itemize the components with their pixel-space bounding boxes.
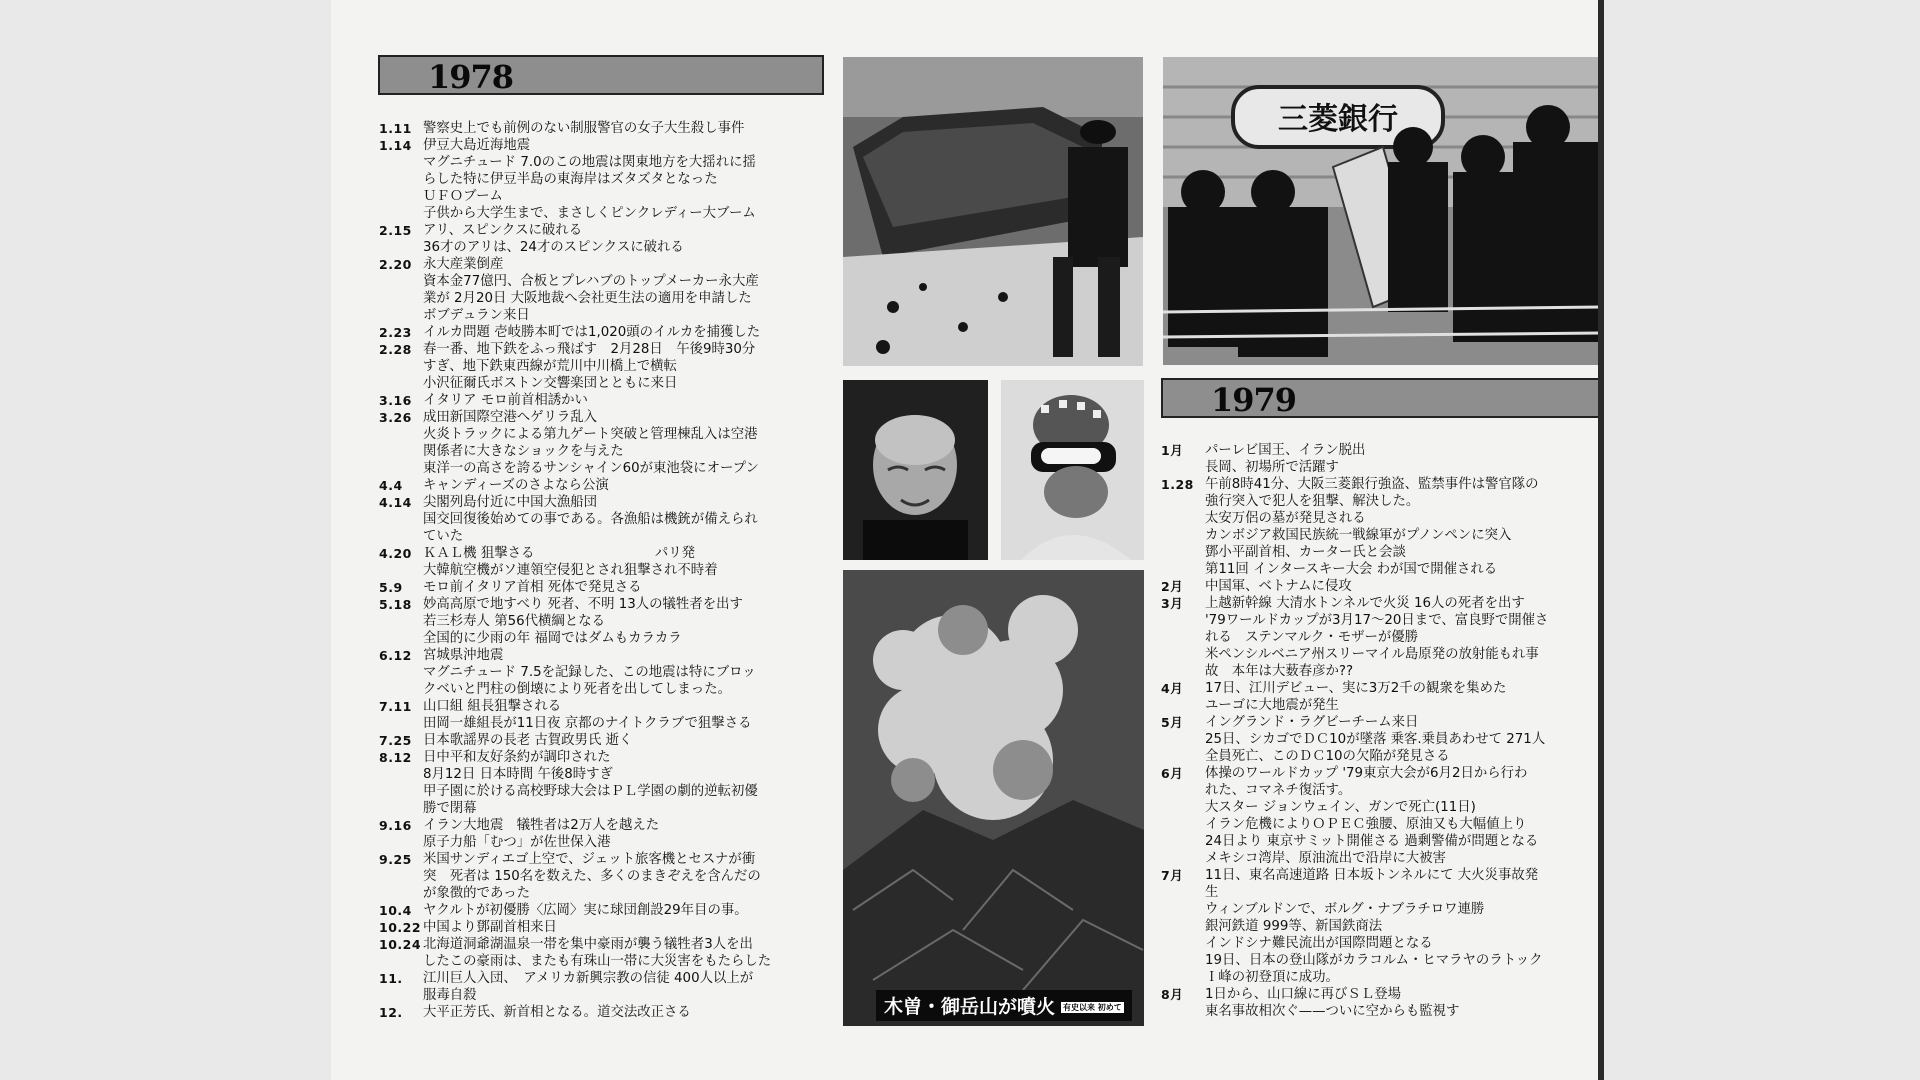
- timeline-entry: [1161, 442, 1601, 459]
- timeline-entry: [379, 205, 819, 222]
- entry-text: 25日、シカゴでＤＣ10が墜落 乗客.乗員あわせて 271人: [1205, 732, 1546, 747]
- timeline-entry: [1161, 459, 1601, 476]
- photo-overturned-train: [843, 57, 1143, 366]
- timeline-entry: [379, 273, 819, 290]
- timeline-entry: [379, 511, 819, 528]
- timeline-entry: [379, 120, 819, 137]
- entry-date: 7.25: [379, 733, 412, 748]
- year-1979-header: [1161, 378, 1601, 418]
- timeline-entry: [379, 324, 819, 341]
- timeline-entry: [379, 698, 819, 715]
- entry-text: イングランド・ラグビーチーム来日: [1205, 715, 1419, 730]
- timeline-entry: [1161, 884, 1601, 901]
- entry-date: 10.4: [379, 903, 412, 918]
- entry-text: 子供から大学生まで、まさしくピンクレディー大ブーム: [423, 206, 756, 221]
- timeline-entry: [379, 137, 819, 154]
- entry-text: すぎ、地下鉄東西線が荒川中川橋上で横転: [423, 359, 677, 374]
- entry-text: 銀河鉄道 999等、新国鉄商法: [1205, 919, 1383, 934]
- entry-text: 全国的に少雨の年 福岡ではダムもカラカラ: [423, 631, 682, 646]
- entry-text: '79ワールドカップが3月17〜20日まで、富良野で開催さ: [1205, 613, 1549, 628]
- entry-text: 大スター ジョンウェイン、ガンで死亡(11日): [1205, 800, 1476, 815]
- timeline-entry: [1161, 952, 1601, 969]
- timeline-entry: [1161, 901, 1601, 918]
- entry-text: 体操のワールドカップ '79東京大会が6月2日から行わ: [1205, 766, 1528, 781]
- entry-date: 10.24: [379, 937, 422, 952]
- timeline-entry: [379, 970, 819, 987]
- entry-text: 19日、日本の登山隊がカラコルム・ヒマラヤのラトック: [1205, 953, 1543, 968]
- timeline-entry: [379, 630, 819, 647]
- entry-text: イルカ問題 壱岐勝本町では1,020頭のイルカを捕獲した: [423, 325, 761, 340]
- volcano-caption-text: 木曽・御岳山が噴火: [884, 996, 1056, 1018]
- entry-text: ボブデュラン来日: [423, 308, 530, 323]
- timeline-entry: [1161, 544, 1601, 561]
- entry-text: マグニチュード 7.5を記録した、この地震は特にブロッ: [423, 665, 756, 680]
- entry-text: ユーゴに大地震が発生: [1205, 698, 1339, 713]
- timeline-entry: [379, 664, 819, 681]
- entry-text: れる ステンマルク・モザーが優勝: [1205, 630, 1419, 645]
- timeline-entry: [1161, 918, 1601, 935]
- timeline-entry: [379, 528, 819, 545]
- timeline-entry: [1161, 986, 1601, 1003]
- entry-text: アリ、スピンクスに破れる: [423, 223, 583, 238]
- timeline-entry: [379, 681, 819, 698]
- entry-text: 東洋一の高さを誇るサンシャイン60が東池袋にオープン: [423, 461, 759, 476]
- entry-text: 上越新幹線 大清水トンネルで火災 16人の死者を出す: [1205, 596, 1525, 611]
- entry-text: 36才のアリは、24才のスピンクスに破れる: [423, 240, 684, 255]
- entry-date: 3.26: [379, 410, 412, 425]
- entry-text: 1日から、山口線に再びＳＬ登場: [1205, 987, 1401, 1002]
- timeline-entry: [379, 222, 819, 239]
- entry-text: 鄧小平副首相、カーター氏と会談: [1205, 545, 1406, 560]
- timeline-1978: [379, 120, 819, 1021]
- entry-text: したこの豪雨は、またも有珠山一帯に大災害をもたらした: [423, 954, 772, 969]
- magazine-page: [331, 0, 1601, 1080]
- entry-date: 6月: [1161, 766, 1184, 781]
- timeline-entry: [1161, 527, 1601, 544]
- timeline-entry: [1161, 969, 1601, 986]
- entry-text: ウィンブルドンで、ボルグ・ナブラチロワ連勝: [1205, 902, 1485, 917]
- photo-skier-goggles: [1001, 380, 1144, 560]
- timeline-entry: [1161, 629, 1601, 646]
- timeline-entry: [379, 783, 819, 800]
- timeline-entry: [379, 579, 819, 596]
- year-1978-label: 1978: [428, 58, 514, 96]
- timeline-entry: [1161, 816, 1601, 833]
- timeline-entry: [379, 154, 819, 171]
- entry-date: 3月: [1161, 596, 1184, 611]
- entry-text: 甲子園に於ける高校野球大会はＰＬ学園の劇的逆転初優: [423, 784, 758, 799]
- timeline-entry: [379, 443, 819, 460]
- year-1979-label: 1979: [1211, 381, 1297, 419]
- timeline-entry: [379, 919, 819, 936]
- entry-date: 2.15: [379, 223, 412, 238]
- entry-text: イタリア モロ前首相誘かい: [423, 393, 588, 408]
- entry-text: 尖閣列島付近に中国大漁船団: [423, 495, 598, 510]
- timeline-entry: [379, 868, 819, 885]
- entry-date: 4.4: [379, 478, 403, 493]
- entry-date: 1.28: [1161, 477, 1194, 492]
- page-binding-edge: [1598, 0, 1604, 1080]
- timeline-entry: [379, 936, 819, 953]
- timeline-entry: [379, 953, 819, 970]
- timeline-entry: [379, 494, 819, 511]
- timeline-entry: [379, 358, 819, 375]
- entry-date: 5月: [1161, 715, 1184, 730]
- year-1978-header: [378, 55, 824, 95]
- entry-text: モロ前イタリア首相 死体で発見さる: [423, 580, 642, 595]
- timeline-entry: [1161, 595, 1601, 612]
- entry-text: 国交回復後始めての事である。各漁船は機銃が備えられ: [423, 512, 758, 527]
- timeline-entry: [379, 307, 819, 324]
- entry-text: 春一番、地下鉄をふっ飛ばす 2月28日 午後9時30分: [423, 342, 756, 357]
- timeline-entry: [379, 426, 819, 443]
- entry-date: 7月: [1161, 868, 1184, 883]
- timeline-entry: [379, 290, 819, 307]
- entry-text: 太安万侶の墓が発見される: [1205, 511, 1366, 526]
- entry-text: 火炎トラックによる第九ゲート突破と管理棟乱入は空港: [423, 427, 758, 442]
- entry-text: クベいと門柱の倒壊により死者を出してしまった。: [423, 682, 731, 697]
- entry-date: 4月: [1161, 681, 1184, 696]
- entry-date: 8月: [1161, 987, 1184, 1002]
- timeline-entry: [379, 171, 819, 188]
- timeline-entry: [379, 375, 819, 392]
- entry-text: 宮城県沖地震: [423, 648, 504, 663]
- timeline-entry: [379, 987, 819, 1004]
- entry-date: 6.12: [379, 648, 412, 663]
- entry-text: マグニチュード 7.0のこの地震は関東地方を大揺れに揺: [423, 155, 756, 170]
- entry-text: 中国軍、ベトナムに侵攻: [1205, 579, 1352, 594]
- timeline-entry: [1161, 561, 1601, 578]
- entry-text: 伊豆大島近海地震: [423, 138, 531, 153]
- entry-text: 若三杉寿人 第56代横綱となる: [423, 614, 605, 629]
- entry-text: 日中平和友好条約が調印された: [423, 750, 611, 765]
- entry-text: イラン危機によりＯＰＥＣ強腰、原油又も大幅値上り: [1205, 817, 1527, 832]
- timeline-entry: [379, 392, 819, 409]
- photo-volcano-eruption: [843, 570, 1144, 1026]
- entry-text: れた、コマネチ復活す。: [1205, 783, 1352, 798]
- entry-text: 北海道洞爺湖温泉一帯を集中豪雨が襲う犠牲者3人を出: [423, 937, 753, 952]
- entry-text: 全員死亡、このＤＣ10の欠陥が発見さる: [1205, 749, 1450, 764]
- entry-text: イラン大地震 犠牲者は2万人を越えた: [423, 818, 660, 833]
- timeline-entry: [1161, 493, 1601, 510]
- timeline-entry: [379, 766, 819, 783]
- entry-text: 田岡一雄組長が11日夜 京都のナイトクラブで狙撃さる: [423, 716, 752, 731]
- photo-portrait-deng: [843, 380, 988, 560]
- timeline-entry: [1161, 663, 1601, 680]
- entry-text: 米ペンシルベニア州スリーマイル島原発の放射能もれ事: [1205, 647, 1539, 662]
- timeline-entry: [1161, 714, 1601, 731]
- timeline-entry: [1161, 748, 1601, 765]
- timeline-entry: [1161, 1003, 1601, 1020]
- timeline-entry: [379, 188, 819, 205]
- entry-date: 2月: [1161, 579, 1184, 594]
- timeline-entry: [379, 817, 819, 834]
- entry-text: ヤクルトが初優勝〈広岡〉実に球団創設29年目の事。: [423, 903, 748, 918]
- entry-text: 大韓航空機がソ連領空侵犯とされ狙撃され不時着: [423, 563, 718, 578]
- entry-date: 8.12: [379, 750, 412, 765]
- entry-text: ＵＦＯブーム: [423, 189, 503, 204]
- timeline-entry: [1161, 476, 1601, 493]
- entry-date: 9.16: [379, 818, 412, 833]
- entry-text: 11日、東名高速道路 日本坂トンネルにて 大火災事故発: [1205, 868, 1539, 883]
- entry-date: 4.14: [379, 495, 412, 510]
- entry-text: 江川巨人入団、 アメリカ新興宗教の信徒 400人以上が: [423, 971, 754, 986]
- entry-text: パーレビ国王、イラン脱出: [1205, 443, 1366, 458]
- entry-text: 山口組 組長狙撃される: [423, 699, 562, 714]
- timeline-entry: [1161, 765, 1601, 782]
- entry-text: 警察史上でも前例のない制服警官の女子大生殺し事件: [423, 121, 745, 136]
- timeline-entry: [1161, 578, 1601, 595]
- entry-text: 突 死者は 150名を数えた、多くのまきぞえを含んだの: [423, 869, 761, 884]
- timeline-entry: [379, 562, 819, 579]
- timeline-entry: [379, 834, 819, 851]
- photo-riot-police-bank: [1163, 57, 1601, 365]
- entry-text: 中国より鄧副首相来日: [423, 920, 557, 935]
- entry-text: 24日より 東京サミット開催さる 過剰警備が問題となる: [1205, 834, 1539, 849]
- entry-date: 4.20: [379, 546, 412, 561]
- entry-date: 11.: [379, 971, 403, 986]
- timeline-entry: [379, 749, 819, 766]
- bank-sign-text: 三菱銀行: [1278, 102, 1398, 137]
- timeline-entry: [1161, 697, 1601, 714]
- timeline-entry: [1161, 833, 1601, 850]
- timeline-entry: [379, 732, 819, 749]
- timeline-entry: [1161, 782, 1601, 799]
- timeline-1979: [1161, 442, 1601, 1020]
- timeline-entry: [379, 409, 819, 426]
- entry-date: 1.11: [379, 121, 412, 136]
- entry-text: 資本金77億円、合板とプレハブのトップメーカー永大産: [423, 274, 759, 289]
- entry-text: 関係者に大きなショックを与えた: [423, 444, 624, 459]
- entry-text: 小沢征爾氏ボストン交響楽団とともに来日: [423, 376, 678, 391]
- entry-date: 1.14: [379, 138, 412, 153]
- entry-text: が象徴的であった: [423, 886, 530, 901]
- entry-text: 17日、江川デビュー、実に3万2千の観衆を集めた: [1205, 681, 1507, 696]
- entry-text: ていた: [423, 529, 464, 544]
- timeline-entry: [1161, 680, 1601, 697]
- timeline-entry: [379, 885, 819, 902]
- entry-text: 第11回 インタースキー大会 わが国で開催される: [1205, 562, 1498, 577]
- entry-text: 故 本年は大薮春彦か??: [1205, 664, 1354, 679]
- timeline-entry: [379, 341, 819, 358]
- entry-date: 5.9: [379, 580, 403, 595]
- entry-text: 原子力船「むつ」が佐世保入港: [423, 835, 611, 850]
- entry-text: 生: [1205, 885, 1219, 900]
- timeline-entry: [379, 239, 819, 256]
- timeline-entry: [1161, 612, 1601, 629]
- entry-text: メキシコ湾岸、原油流出で沿岸に大被害: [1205, 851, 1446, 866]
- entry-date: 5.18: [379, 597, 412, 612]
- timeline-entry: [379, 800, 819, 817]
- entry-text: らした特に伊豆半島の東海岸はズタズタとなった: [423, 172, 718, 187]
- entry-text: 8月12日 日本時間 午後8時すぎ: [423, 767, 613, 782]
- timeline-entry: [379, 613, 819, 630]
- timeline-entry: [379, 477, 819, 494]
- entry-text: ＫＡＬ機 狙撃さる パリ発: [423, 546, 696, 561]
- timeline-entry: [1161, 850, 1601, 867]
- entry-date: 2.20: [379, 257, 412, 272]
- entry-text: 永大産業倒産: [423, 257, 504, 272]
- entry-text: 午前8時41分、大阪三菱銀行強盗、監禁事件は警官隊の: [1205, 477, 1539, 492]
- entry-date: 12.: [379, 1005, 403, 1020]
- entry-text: 日本歌謡界の長老 古賀政男氏 逝く: [423, 733, 633, 748]
- entry-text: 服毒自殺: [423, 988, 477, 1003]
- timeline-entry: [379, 902, 819, 919]
- entry-date: 7.11: [379, 699, 412, 714]
- timeline-entry: [379, 460, 819, 477]
- entry-text: インドシナ難民流出が国際問題となる: [1205, 936, 1433, 951]
- entry-text: 強行突入で犯人を狙撃、解決した。: [1205, 494, 1420, 509]
- timeline-entry: [1161, 935, 1601, 952]
- first-in-history-badge: 有史以来 初めて: [1063, 1003, 1122, 1012]
- entry-text: カンボジア救国民族統一戦線軍がプノンペンに突入: [1205, 528, 1512, 543]
- timeline-entry: [1161, 799, 1601, 816]
- entry-date: 2.23: [379, 325, 412, 340]
- timeline-entry: [379, 1004, 819, 1021]
- entry-text: Ｉ峰の初登頂に成功。: [1205, 970, 1339, 985]
- timeline-entry: [379, 596, 819, 613]
- timeline-entry: [379, 256, 819, 273]
- timeline-entry: [379, 851, 819, 868]
- entry-text: 業が 2月20日 大阪地裁へ会社更生法の適用を申請した: [423, 291, 752, 306]
- timeline-entry: [1161, 646, 1601, 663]
- entry-date: 9.25: [379, 852, 412, 867]
- entry-text: 東名事故相次ぐ——ついに空からも監視す: [1205, 1004, 1460, 1019]
- entry-text: 米国サンディエゴ上空で、ジェット旅客機とセスナが衝: [423, 852, 756, 867]
- volcano-caption: [876, 990, 1132, 1021]
- entry-date: 10.22: [379, 920, 422, 935]
- entry-text: キャンディーズのさよなら公演: [423, 478, 609, 493]
- entry-text: 妙高高原で地すべり 死者、不明 13人の犠牲者を出す: [423, 597, 743, 612]
- entry-date: 1月: [1161, 443, 1184, 458]
- timeline-entry: [1161, 510, 1601, 527]
- entry-text: 成田新国際空港へゲリラ乱入: [423, 410, 598, 425]
- entry-text: 長岡、初場所で活躍す: [1205, 460, 1339, 475]
- timeline-entry: [1161, 731, 1601, 748]
- timeline-entry: [1161, 867, 1601, 884]
- timeline-entry: [379, 715, 819, 732]
- entry-text: 大平正芳氏、新首相となる。道交法改正さる: [423, 1005, 691, 1020]
- entry-text: 勝で閉幕: [423, 801, 477, 816]
- timeline-entry: [379, 647, 819, 664]
- entry-date: 3.16: [379, 393, 412, 408]
- entry-date: 2.28: [379, 342, 412, 357]
- timeline-entry: [379, 545, 819, 562]
